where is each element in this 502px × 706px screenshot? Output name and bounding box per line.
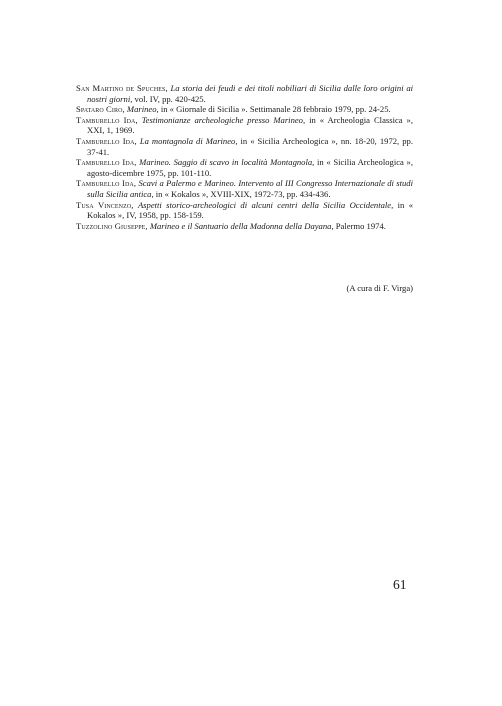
bibliography-entry — [76, 115, 413, 136]
entry-details: vol. IV, pp. 420-425. — [134, 93, 206, 104]
entry-author: Tamburello Ida, — [76, 178, 137, 189]
entry-author: Spataro Ciro, — [76, 104, 125, 115]
bibliography-entry — [76, 178, 413, 199]
entry-title: La montagnola di Marineo, — [139, 135, 238, 146]
entry-author: Tamburello Ida, — [76, 135, 137, 146]
entry-title: Testimonianze archeologiche presso Marineo, — [141, 114, 306, 125]
bibliography-entry — [76, 136, 413, 157]
entry-author: Tamburello Ida, — [76, 114, 138, 125]
entry-details: in « Archeologia Classica », XXI, 1, 1969. — [87, 114, 413, 136]
bibliography-entry — [76, 200, 413, 221]
entry-title: Scavi a Palermo e Marineo. Intervento al III Congresso Internazionale di studi sulla Sicilia antica, — [87, 178, 413, 199]
entry-details: in « Sicilia Archeologica », nn. 18-20, 1972, pp. 37-41. — [87, 135, 413, 157]
entry-details: in « Giornale di Sicilia ». Settimanale 28 febbraio 1979, pp. 24-25. — [160, 104, 391, 115]
entry-details: in « Kokalos », IV, 1958, pp. 158-159. — [87, 199, 413, 221]
page-number: 61 — [393, 577, 407, 592]
bibliography-entry — [76, 104, 413, 115]
entry-author: Tuzzolino Giuseppe, — [76, 220, 148, 231]
entry-title: Marineo. Saggio di scavo in località Montagnola, — [139, 157, 315, 168]
entry-author: Tusa Vincenzo, — [76, 199, 134, 210]
bibliography-entry — [76, 83, 413, 104]
curator-note: (A cura di F. Virga) — [346, 283, 413, 293]
entry-title: Marineo e il Santuario della Madonna della Dayana, — [149, 220, 334, 231]
entry-details: in « Kokalos », XVIII-XIX, 1972-73, pp. 434-436. — [155, 188, 331, 199]
entry-author: San Martino de Spuches, — [76, 83, 168, 93]
entry-title: La storia dei feudi e dei titoli nobiliari di Sicilia dalle loro origini ai nostri giorni, — [87, 83, 414, 104]
entry-title: Aspetti storico-archeologici di alcuni centri della Sicilia Occidentale, — [137, 199, 394, 210]
entry-title: Marineo, — [126, 104, 159, 115]
entry-details: in « Sicilia Archeologica », agosto-dicembre 1975, pp. 101-110. — [87, 157, 413, 178]
entry-author: Tamburello Ida, — [76, 157, 137, 168]
bibliography-entry — [76, 157, 413, 178]
bibliography-entry — [76, 221, 413, 232]
entry-details: Palermo 1974. — [335, 220, 386, 231]
bibliography-list — [76, 83, 413, 231]
